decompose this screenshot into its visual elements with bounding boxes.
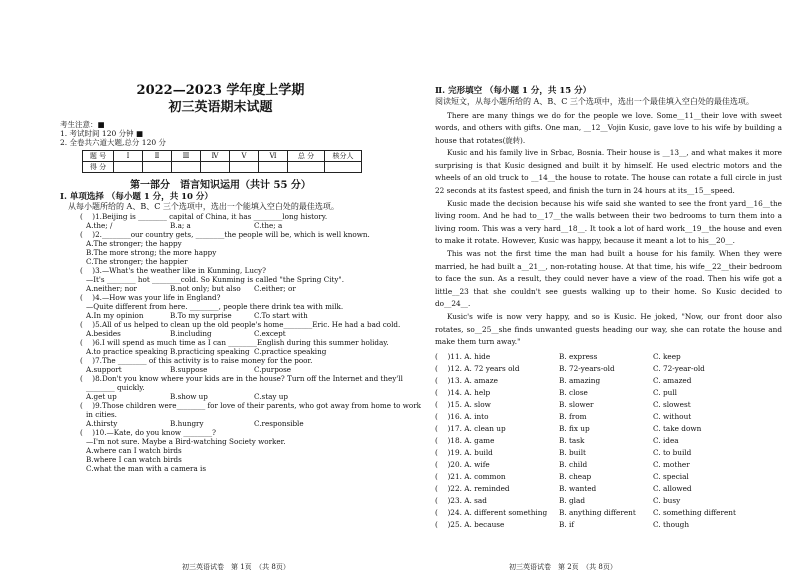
answer-option: C.practice speaking	[254, 347, 327, 357]
score-cell: 总 分	[288, 150, 325, 161]
cloze-option-row	[435, 363, 782, 375]
cloze-question-number: ( )14. A. help	[435, 387, 491, 397]
answer-option: C.responsible	[254, 419, 304, 429]
cloze-question-number: ( )18. A. game	[435, 435, 495, 445]
cloze-answer-option: C. without	[653, 411, 692, 421]
answer-option: B.practicing speaking	[170, 347, 250, 357]
cloze-paragraph: Kusic and his family live in Srbac, Bosnia. Their house is __13__, and what makes it more surprising is that Kusic designed and built it by himself. He used electric motors and the wheels of an old truck to __14__the house to rotate. The house can rotate a full circle in just 22 seconds at its fastest speed, and finish the turn in 24 hours at its__15__speed.	[435, 148, 782, 196]
part-one-title: 第一部分 语言知识运用（共计 55 分）	[130, 179, 311, 191]
cloze-option-row	[435, 399, 782, 411]
score-input-cell	[172, 161, 201, 172]
question-stem: ( )10.—Kate, do you know ________?	[80, 428, 216, 438]
answer-option: A.support	[86, 365, 122, 375]
cloze-answer-option: B. slower	[559, 399, 594, 409]
cloze-option-row	[435, 447, 782, 459]
score-table	[82, 150, 362, 173]
question-line: —It's ________ hot ________cold. So Kunming is called "the Spring City".	[86, 275, 345, 285]
cloze-question-number: ( )13. A. amaze	[435, 375, 498, 385]
question-line: ________ quickly.	[86, 383, 145, 393]
question-line: —I'm not sure. Maybe a Bird-watching Society worker.	[86, 437, 286, 447]
question-options	[60, 347, 381, 356]
cloze-answer-option: C. busy	[653, 495, 681, 505]
question-line: C.The stronger; the happier	[86, 257, 188, 267]
cloze-question-number: ( )16. A. into	[435, 411, 489, 421]
cloze-answer-option: B. 72-years-old	[559, 363, 615, 373]
cloze-option-row	[435, 387, 782, 399]
score-cell: Ⅰ	[114, 150, 143, 161]
cloze-option-row	[435, 351, 782, 363]
notice-line-1: 1. 考试时间 120 分钟 ■	[60, 129, 144, 139]
cloze-option-row	[435, 519, 782, 531]
cloze-answer-option: B. close	[559, 387, 588, 397]
cloze-answer-option: B. glad	[559, 495, 586, 505]
cloze-answer-option: C. mother	[653, 459, 690, 469]
section-one-instruction: 从每小题所给的 A、B、C 三个选项中，选出一个能填入空白处的最佳选项。	[68, 202, 339, 212]
cloze-question-number: ( )12. A. 72 years old	[435, 363, 520, 373]
question-stem: ( )6.I will spend as much time as I can ________English during this summer holiday.	[80, 338, 389, 348]
answer-option: B.suppose	[170, 365, 208, 375]
cloze-option-row	[435, 471, 782, 483]
cloze-option-row	[435, 423, 782, 435]
score-cell: Ⅳ	[201, 150, 230, 161]
question-stem: ( )2.________our country gets, ________the people will be, which is well known.	[80, 230, 370, 240]
answer-option: A.to practice speaking	[86, 347, 168, 357]
answer-option: C.stay up	[254, 392, 288, 402]
question-stem: ( )8.Don't you know where your kids are in the house? Turn off the Internet and they'll	[80, 374, 403, 384]
cloze-paragraph: There are many things we do for the people we love. Some__11__their love with sweet words, and others with gifts. One man, __12__Vojin Kusic, gave love to his wife by building a house that rotates(旋转).	[435, 110, 782, 145]
score-cell: 核分人	[325, 150, 362, 161]
exam-year-title: 2022—2023 学年度上学期	[136, 83, 305, 98]
question-options	[60, 329, 381, 338]
cloze-answer-option: B. wanted	[559, 483, 597, 493]
section-two-instruction: 阅读短文，从每小题所给的 A、B、C 三个选项中，选出一个最佳填入空白处的最佳选项。	[435, 96, 754, 106]
cloze-answer-option: B. child	[559, 459, 588, 469]
question-stem: ( )9.Those children were________ for love of their parents, who got away from home to work	[80, 401, 422, 411]
cloze-answer-option: B. fix up	[559, 423, 590, 433]
answer-option: B.To my surprise	[170, 311, 232, 321]
question-stem: ( )3.—What's the weather like in Kunming, Lucy?	[80, 266, 266, 276]
cloze-answer-option: B. if	[559, 519, 575, 529]
cloze-answer-option: C. to build	[653, 447, 692, 457]
cloze-answer-option: B. built	[559, 447, 586, 457]
cloze-answer-option: C. keep	[653, 351, 681, 361]
cloze-option-row	[435, 375, 782, 387]
section-two-heading: Ⅱ. 完形填空 （每小题 1 分，共 15 分）	[435, 86, 592, 96]
cloze-answer-option: B. anything different	[559, 507, 636, 517]
question-stem: ( )7.The ________ of this activity is to raise money for the poor.	[80, 356, 313, 366]
section-one-heading: Ⅰ. 单项选择 （每小题 1 分，共 10 分）	[60, 191, 213, 202]
cloze-question-number: ( )20. A. wife	[435, 459, 490, 469]
answer-option: C.either; or	[254, 284, 296, 294]
score-input-cell	[259, 161, 288, 172]
question-options	[60, 311, 381, 320]
cloze-answer-option: B. task	[559, 435, 585, 445]
score-cell: Ⅲ	[172, 150, 201, 161]
score-input-cell	[114, 161, 143, 172]
question-options	[60, 365, 381, 374]
cloze-answer-option: B. amazing	[559, 375, 601, 385]
cloze-paragraph: This was not the first time the man had built a house for his family. When they were married, he had built a__21__, non-rotating house. At that time, his wife__22__their bedroom to face the sun. As a result, they could never have a view of the road. Then his wife got a little__23 that she couldn't see guests walking up to their home. So Kusic decided to do__24__.	[435, 249, 782, 309]
answer-option: B.a; a	[170, 221, 191, 231]
cloze-answer-option: C. pull	[653, 387, 677, 397]
answer-option: C.To start with	[254, 311, 308, 321]
question-line: in cities.	[86, 410, 117, 420]
cloze-option-row	[435, 507, 782, 519]
score-input-cell	[288, 161, 325, 172]
cloze-question-number: ( )25. A. because	[435, 519, 505, 529]
question-options	[60, 392, 381, 401]
answer-option: B.hungry	[170, 419, 204, 429]
cloze-answer-option: C. slowest	[653, 399, 691, 409]
cloze-question-number: ( )24. A. different something	[435, 507, 548, 517]
question-options	[60, 284, 381, 293]
cloze-question-number: ( )17. A. clean up	[435, 423, 506, 433]
notice-line-2: 2. 全卷共六道大题,总分 120 分	[60, 138, 167, 148]
score-table-score-row	[83, 161, 362, 172]
score-input-cell	[325, 161, 362, 172]
score-input-cell	[230, 161, 259, 172]
cloze-options	[435, 351, 782, 531]
answer-option: A.thirsty	[86, 419, 118, 429]
cloze-question-number: ( )11. A. hide	[435, 351, 491, 361]
answer-option: A.the; /	[86, 221, 113, 231]
cloze-option-row	[435, 495, 782, 507]
score-table-header-row	[83, 150, 362, 161]
cloze-answer-option: C. idea	[653, 435, 679, 445]
multiple-choice-questions	[60, 212, 422, 474]
question-line: B.The more strong; the more happy	[86, 248, 217, 258]
cloze-question-number: ( )22. A. reminded	[435, 483, 510, 493]
answer-option: B.not only; but also	[170, 284, 241, 294]
cloze-answer-option: B. cheap	[559, 471, 592, 481]
question-options	[60, 221, 381, 230]
question-line: B.where I can watch birds	[86, 455, 182, 465]
cloze-answer-option: C. something different	[653, 507, 736, 517]
score-cell: Ⅴ	[230, 150, 259, 161]
cloze-paragraph: Kusic made the decision because his wife said she wanted to see the front yard__16__the living room. And he had to__17__the walls between their two bedrooms to turn them into a living room. This was a very hard__18__. It took a lot of hard work__19__the house and even to make it rotate. However, Kusic was happy, because it meant a lot to his__20__.	[435, 198, 782, 246]
answer-option: C.purpose	[254, 365, 292, 375]
answer-option: B.show up	[170, 392, 208, 402]
cloze-option-row	[435, 411, 782, 423]
question-line: A.The stronger; the happy	[86, 239, 182, 249]
score-input-cell	[143, 161, 172, 172]
page-footer: 初三英语试卷 第 1页 （共 8页）	[182, 563, 290, 571]
score-cell: 得 分	[83, 161, 114, 172]
answer-option: C.the; a	[254, 221, 283, 231]
question-stem: ( )4.—How was your life in England?	[80, 293, 221, 303]
question-line: A.where can I watch birds	[86, 446, 182, 456]
question-options	[60, 419, 381, 428]
score-cell: 题 号	[83, 150, 114, 161]
cloze-option-row	[435, 435, 782, 447]
cloze-question-number: ( )23. A. sad	[435, 495, 487, 505]
right-page	[397, 0, 794, 582]
question-line: —Quite different from here. ________, people there drink tea with milk.	[86, 302, 344, 312]
answer-option: A.besides	[86, 329, 121, 339]
question-line: C.what the man with a camera is	[86, 464, 207, 474]
answer-option: A.In my opinion	[86, 311, 144, 321]
cloze-option-row	[435, 459, 782, 471]
score-input-cell	[201, 161, 230, 172]
score-cell: Ⅵ	[259, 150, 288, 161]
score-cell: Ⅱ	[143, 150, 172, 161]
answer-option: B.including	[170, 329, 212, 339]
cloze-answer-option: B. from	[559, 411, 587, 421]
cloze-answer-option: B. express	[559, 351, 598, 361]
cloze-question-number: ( )19. A. build	[435, 447, 493, 457]
question-stem: ( )1.Beijing is ________ capital of China, it has ________long history.	[80, 212, 328, 222]
cloze-paragraph: Kusic's wife is now very happy, and so is Kusic. He joked, "Now, our front door also rotates, so__25__she finds unwanted guests heading our way, she can rotate the house and make them turn away."	[435, 312, 782, 347]
answer-option: A.neither; nor	[86, 284, 137, 294]
cloze-question-number: ( )21. A. common	[435, 471, 506, 481]
cloze-answer-option: C. amazed	[653, 375, 692, 385]
cloze-answer-option: C. allowed	[653, 483, 692, 493]
cloze-option-row	[435, 483, 782, 495]
cloze-question-number: ( )15. A. slow	[435, 399, 491, 409]
question-stem: ( )5.All of us helped to clean up the old people's home________Eric. He had a bad cold.	[80, 320, 401, 330]
notice-heading: 考生注意：■	[60, 120, 105, 129]
answer-option: A.get up	[86, 392, 117, 402]
candidate-notice	[60, 120, 381, 148]
cloze-answer-option: C. 72-year-old	[653, 363, 705, 373]
cloze-answer-option: C. though	[653, 519, 690, 529]
cloze-answer-option: C. special	[653, 471, 689, 481]
answer-option: C.except	[254, 329, 286, 339]
exam-subject-title: 初三英语期末试题	[168, 100, 273, 115]
page-footer: 初三英语试卷 第 2页 （共 8页）	[509, 563, 617, 571]
cloze-answer-option: C. take down	[653, 423, 702, 433]
